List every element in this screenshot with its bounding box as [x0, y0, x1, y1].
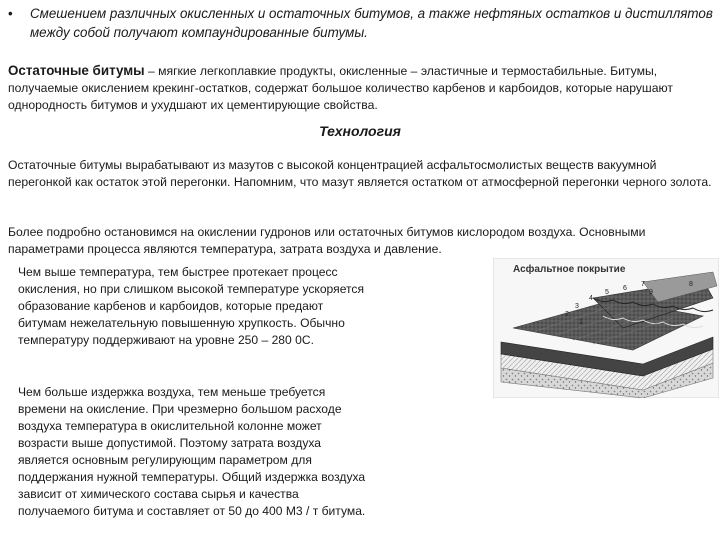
- temperature-paragraph: Чем выше температура, тем быстрее протекает процесс окисления, но при слишком высокой температуре ускоряется образование карбенов и карбоидов, которые предают битумам нежелательную повышенную хрупкость. Обычно температуру поддерживают на уровне 250 – 280 0С.: [18, 265, 365, 347]
- section-title: Технология: [319, 123, 401, 139]
- figure-label-9: 9: [649, 289, 653, 296]
- air-consumption-paragraph: Чем больше издержка воздуха, тем меньше требуется времени на окисление. При чрезмерно большом расходе воздуха температура в окислительной колонне может возрасти выше допустимой. Поэтому затрата воздуха является основным регулирующим параметром для поддержания нужной температуры. Общий издержка воздуха зависит от химического состава сырья и качества получаемого битума и составляет от 50 до 400 М3 / т битума.: [18, 385, 366, 518]
- bullet-text: Смешением различных окисленных и остаточных битумов, а также нефтяных остатков и дистиллятов между собой получают компаундированные битумы.: [30, 6, 713, 40]
- technology-paragraph-1: Остаточные битумы вырабатывают из мазутов с высокой концентрацией асфальтосмолистых веществ вакуумной перегонкой как остаток этой перегонки. Напомним, что мазут является остатком от атмосферной перегонки черного золота.: [8, 158, 712, 189]
- figure-label-8: 8: [689, 281, 693, 288]
- figure-label-5: 5: [605, 289, 609, 296]
- figure-label-3: 3: [575, 303, 579, 310]
- figure-label-6: 6: [623, 285, 627, 292]
- figure-label-2: 2: [565, 311, 569, 318]
- technology-paragraph-2: Более подробно остановимся на окислении гудронов или остаточных битумов кислородом воздуха. Основными параметрами процесса являются температура, затрата воздуха и давление.: [8, 225, 646, 256]
- bullet-item: [8, 4, 714, 42]
- asphalt-layers-illustration: [493, 258, 719, 398]
- figure-label-4: 4: [589, 295, 593, 302]
- residual-bitumen-lead: Остаточные битумы: [8, 63, 145, 78]
- figure-title: Асфальтное покрытие: [513, 264, 626, 275]
- residual-bitumen-paragraph: [8, 62, 714, 114]
- bullet-mark: •: [8, 6, 13, 21]
- residual-bitumen-text: – мягкие легкоплавкие продукты, окисленные – эластичные и термостабильные. Битумы, получаемые окислением крекинг-остатков, содержат большое количество карбенов и карбоидов, которые нарушают однородность битумов и ухудшают их цементирующие свойства.: [8, 64, 673, 112]
- figure-label-7: 7: [641, 281, 645, 288]
- asphalt-pavement-figure: [493, 258, 719, 398]
- figure-label-1: 1: [579, 319, 583, 326]
